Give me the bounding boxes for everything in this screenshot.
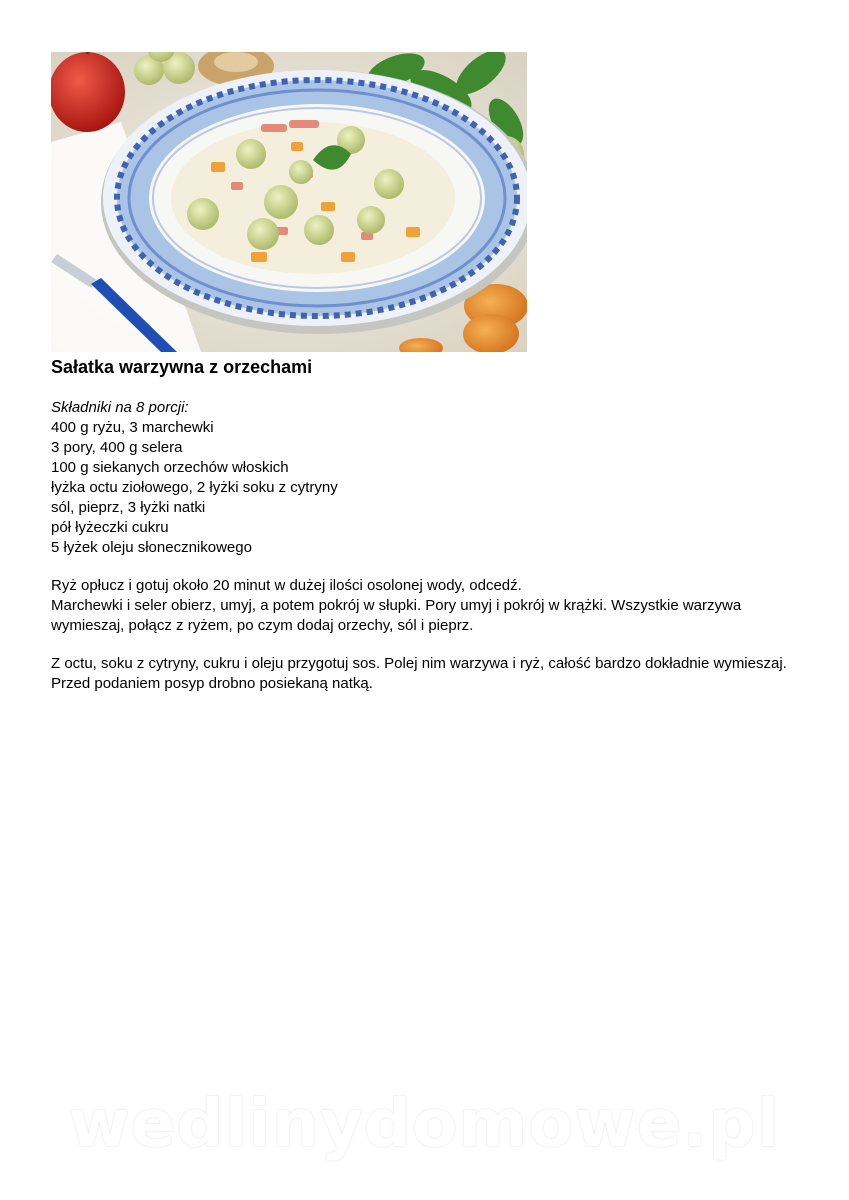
ingredient-line: 400 g ryżu, 3 marchewki — [51, 419, 214, 436]
ingredient-line: 5 łyżek oleju słonecznikowego — [51, 539, 252, 556]
ingredient-line: łyżka octu ziołowego, 2 łyżki soku z cytryny — [51, 479, 338, 496]
ingredient-line: 3 pory, 400 g selera — [51, 439, 183, 456]
ingredients-intro: Składniki na 8 porcji: — [51, 399, 189, 416]
ingredient-line: 100 g siekanych orzechów włoskich — [51, 459, 289, 476]
apple-decoration — [51, 52, 125, 132]
salad-plate-illustration — [51, 52, 527, 352]
preparation-line-2: Marchewki i seler obierz, umyj, a potem pokrój w słupki. Pory umyj i pokrój w krążki. Wszystkie warzywa wymieszaj, połącz z ryżem, po czym dodaj orzechy, sól i pieprz. — [51, 597, 742, 634]
ingredient-line: pół łyżeczki cukru — [51, 519, 169, 536]
preparation-paragraph-1 — [51, 576, 791, 636]
ingredients-list — [51, 398, 338, 558]
recipe-photo — [51, 52, 527, 352]
recipe-title: Sałatka warzywna z orzechami — [51, 357, 313, 377]
preparation-line-1: Ryż opłucz i gotuj około 20 minut w dużej ilości osolonej wody, odcedź. — [51, 577, 522, 594]
watermark: wedlinydomowe.pl — [68, 1085, 781, 1162]
preparation-paragraph-2: Z octu, soku z cytryny, cukru i oleju przygotuj sos. Polej nim warzywa i ryż, całość bardzo dokładnie wymieszaj. Przed podaniem posyp drobno posiekaną natką. — [51, 655, 787, 692]
ingredient-line: sól, pieprz, 3 łyżki natki — [51, 499, 206, 516]
